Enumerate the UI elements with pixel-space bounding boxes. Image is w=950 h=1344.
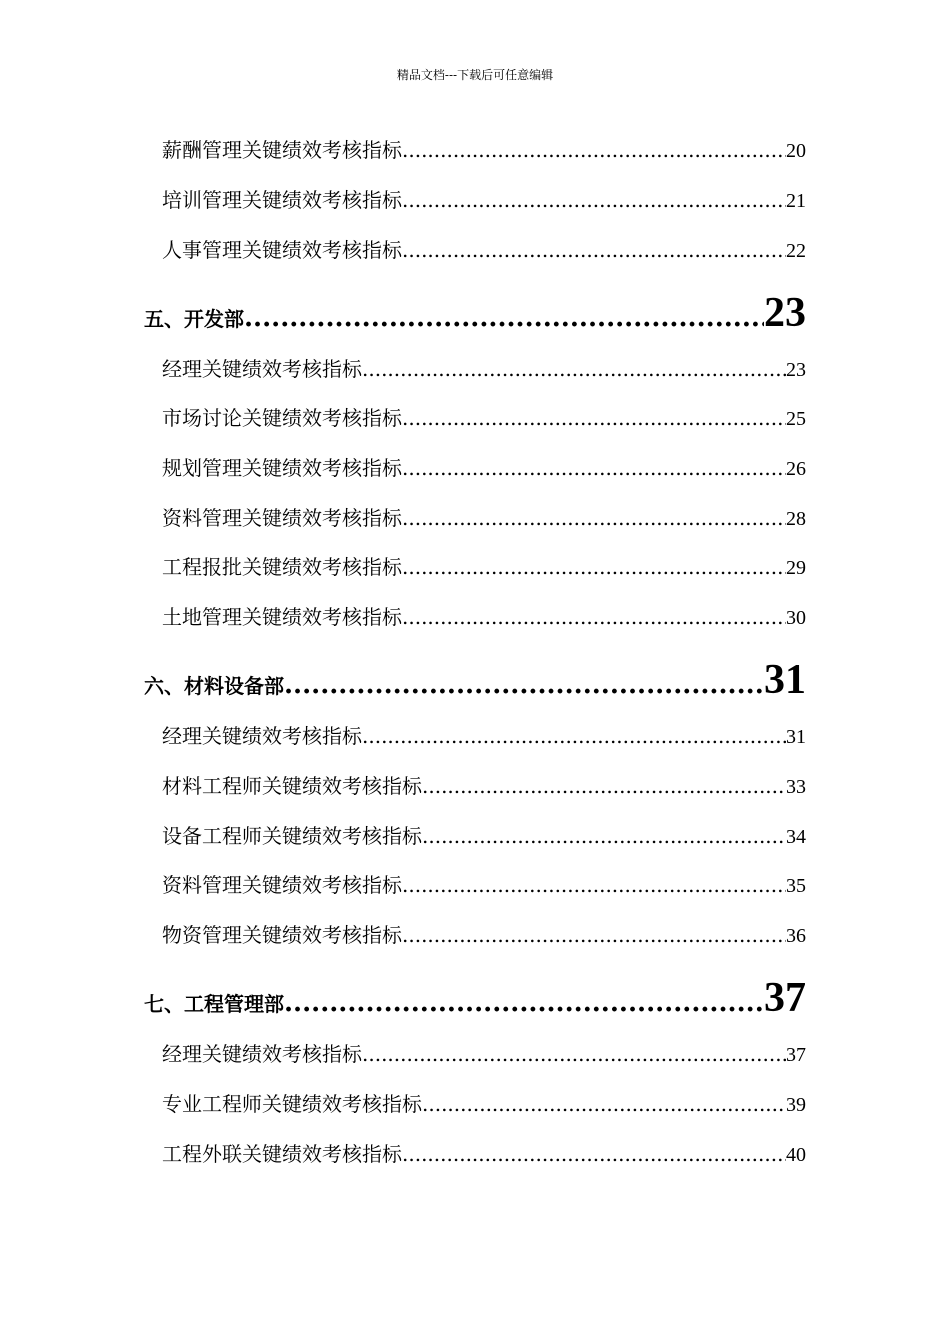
toc-entry-label: 资料管理关键绩效考核指标 [162, 873, 402, 897]
toc-entry-label: 工程报批关键绩效考核指标 [162, 555, 402, 579]
toc-entry-page-number: 39 [786, 1094, 806, 1116]
dot-leader [422, 772, 786, 800]
toc-section-heading[interactable] [144, 973, 806, 1023]
toc-entry[interactable] [162, 136, 806, 164]
dot-leader [422, 822, 786, 850]
toc-section-heading[interactable] [144, 288, 806, 338]
toc-entry[interactable] [162, 1140, 806, 1168]
toc-entry[interactable] [162, 236, 806, 264]
toc-entry[interactable] [162, 822, 806, 850]
toc-entry-page-number: 25 [786, 408, 806, 430]
dot-leader [402, 136, 786, 164]
toc-section-label: 六、材料设备部 [144, 674, 284, 698]
toc-entry[interactable] [162, 553, 806, 581]
toc-entry-page-number: 36 [786, 925, 806, 947]
toc-entry[interactable] [162, 722, 806, 750]
toc-entry-page-number: 40 [786, 1144, 806, 1166]
toc-entry-page-number: 31 [786, 726, 806, 748]
toc-entry-page-number: 30 [786, 607, 806, 629]
toc-entry-page-number: 23 [786, 359, 806, 381]
dot-leader [284, 660, 764, 705]
toc-entry-label: 规划管理关键绩效考核指标 [162, 456, 402, 480]
toc-entry-label: 市场讨论关键绩效考核指标 [162, 406, 402, 430]
toc-entry-page-number: 21 [786, 190, 806, 212]
dot-leader [362, 1040, 786, 1068]
toc-entry[interactable] [162, 871, 806, 899]
dot-leader [244, 293, 764, 338]
toc-entry-label: 专业工程师关键绩效考核指标 [162, 1092, 422, 1116]
toc-entry-page-number: 26 [786, 458, 806, 480]
dot-leader [362, 355, 786, 383]
toc-entry-label: 薪酬管理关键绩效考核指标 [162, 138, 402, 162]
toc-section-label: 七、工程管理部 [144, 992, 284, 1016]
page-header: 精品文档---下载后可任意编辑 [396, 68, 554, 82]
toc-entry-page-number: 33 [786, 776, 806, 798]
toc-entry-label: 培训管理关键绩效考核指标 [162, 188, 402, 212]
toc-entry[interactable] [162, 772, 806, 800]
toc-entry-label: 工程外联关键绩效考核指标 [162, 1142, 402, 1166]
dot-leader [402, 454, 786, 482]
dot-leader [362, 722, 786, 750]
toc-section-heading[interactable] [144, 655, 806, 705]
toc-entry[interactable] [162, 355, 806, 383]
toc-entry-label: 物资管理关键绩效考核指标 [162, 923, 402, 947]
toc-entry[interactable] [162, 186, 806, 214]
dot-leader [402, 921, 786, 949]
toc-entry-label: 土地管理关键绩效考核指标 [162, 605, 402, 629]
dot-leader [284, 978, 764, 1023]
toc-entry[interactable] [162, 404, 806, 432]
toc-entry-label: 设备工程师关键绩效考核指标 [162, 824, 422, 848]
dot-leader [402, 404, 786, 432]
toc-section-label: 五、开发部 [144, 307, 244, 331]
toc-entry-page-number: 35 [786, 875, 806, 897]
toc-entry-page-number: 37 [786, 1044, 806, 1066]
toc-entry-page-number: 34 [786, 826, 806, 848]
toc-entry-label: 资料管理关键绩效考核指标 [162, 506, 402, 530]
toc-section-page-number: 31 [764, 657, 806, 703]
toc-entry[interactable] [162, 504, 806, 532]
toc-entry[interactable] [162, 921, 806, 949]
toc-entry[interactable] [162, 454, 806, 482]
toc-section-page-number: 37 [764, 975, 806, 1021]
toc-entry-label: 经理关键绩效考核指标 [162, 357, 362, 381]
toc-entry-label: 材料工程师关键绩效考核指标 [162, 774, 422, 798]
toc-entry-label: 经理关键绩效考核指标 [162, 1042, 362, 1066]
dot-leader [402, 504, 786, 532]
toc-entry-label: 人事管理关键绩效考核指标 [162, 238, 402, 262]
toc-entry[interactable] [162, 603, 806, 631]
dot-leader [402, 553, 786, 581]
toc-entry-page-number: 28 [786, 508, 806, 530]
toc-entry-page-number: 29 [786, 557, 806, 579]
toc-entry[interactable] [162, 1040, 806, 1068]
dot-leader [402, 1140, 786, 1168]
toc-entry-label: 经理关键绩效考核指标 [162, 724, 362, 748]
dot-leader [402, 603, 786, 631]
dot-leader [402, 871, 786, 899]
dot-leader [402, 236, 786, 264]
dot-leader [422, 1090, 786, 1118]
toc-entry[interactable] [162, 1090, 806, 1118]
dot-leader [402, 186, 786, 214]
toc-entry-page-number: 22 [786, 240, 806, 262]
toc-section-page-number: 23 [764, 290, 806, 336]
toc-entry-page-number: 20 [786, 140, 806, 162]
